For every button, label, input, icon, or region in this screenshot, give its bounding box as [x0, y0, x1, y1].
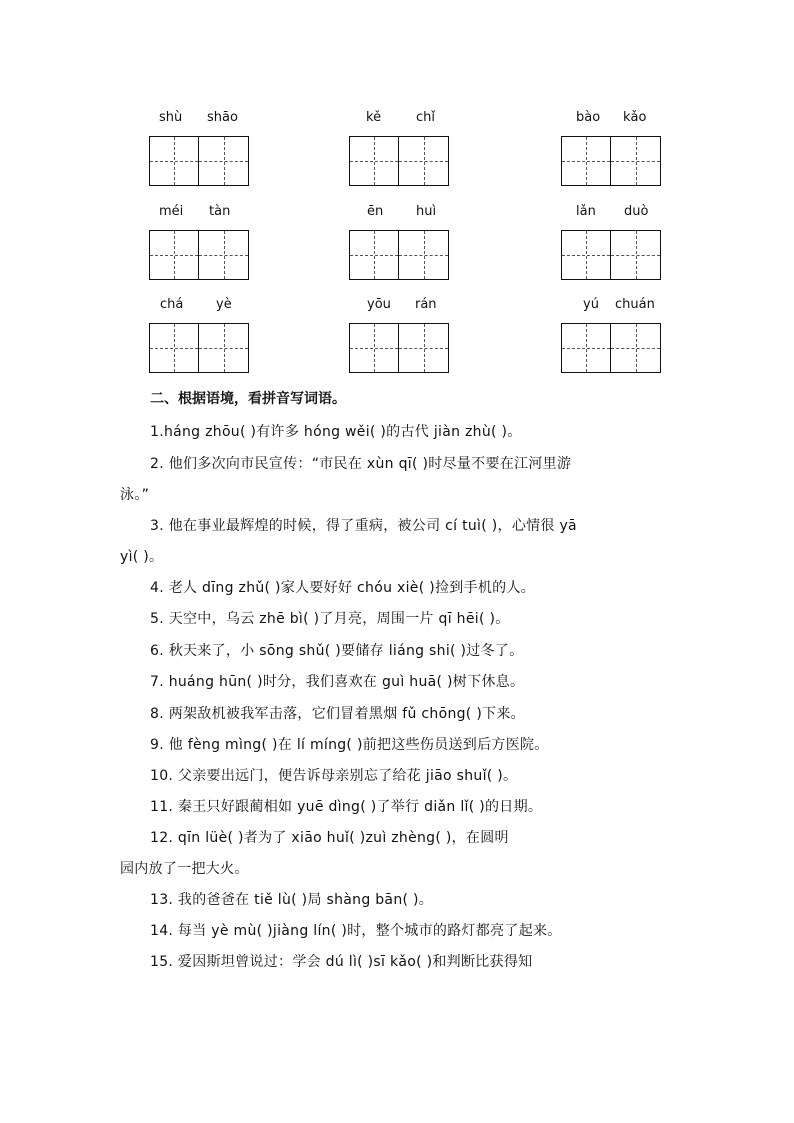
pinyin-9b: chuán [615, 297, 655, 312]
pinyin-3b: kǎo [623, 110, 647, 125]
question-line: 12. qīn lüè( )者为了 xiāo huǐ( )zuì zhèng( )，在圆明 [150, 830, 509, 846]
writing-box[interactable] [149, 230, 199, 280]
writing-box[interactable] [349, 136, 399, 186]
pinyin-7b: yè [216, 297, 232, 312]
writing-box[interactable] [199, 136, 249, 186]
pinyin-1a: shù [159, 110, 183, 125]
question-line: 5. 天空中，乌云 zhē bì( )了月亮，周围一片 qī hēi( )。 [150, 611, 510, 627]
writing-box[interactable] [561, 136, 611, 186]
question-line: 14. 每当 yè mù( )jiàng lín( )时，整个城市的路灯都亮了起来。 [150, 923, 562, 939]
writing-box[interactable] [561, 230, 611, 280]
question-line: 泳。” [120, 487, 150, 503]
writing-box[interactable] [561, 323, 611, 373]
question-line: 4. 老人 dīng zhǔ( )家人要好好 chóu xiè( )捡到手机的人。 [150, 580, 536, 596]
question-line: 2. 他们多次向市民宣传：“市民在 xùn qī( )时尽量不要在江河里游 [150, 456, 572, 472]
pinyin-4b: tàn [209, 204, 231, 219]
pinyin-6b: duò [624, 204, 649, 219]
pinyin-3a: bào [576, 110, 601, 125]
question-line: 15. 爱因斯坦曾说过：学会 dú lì( )sī kǎo( )和判断比获得知 [150, 954, 533, 970]
pinyin-6a: lǎn [576, 204, 596, 219]
section-heading: 二、根据语境，看拼音写词语。 [150, 391, 346, 407]
writing-box[interactable] [349, 230, 399, 280]
writing-box[interactable] [399, 136, 449, 186]
question-line: 10. 父亲要出远门，便告诉母亲别忘了给花 jiāo shuǐ( )。 [150, 768, 518, 784]
pinyin-5b: huì [416, 204, 437, 219]
pinyin-8a: yōu [367, 297, 391, 312]
question-line: 7. huáng hūn( )时分，我们喜欢在 guì huā( )树下休息。 [150, 674, 525, 690]
question-line: 6. 秋天来了，小 sōng shǔ( )要储存 liáng shi( )过冬了。 [150, 643, 524, 659]
pinyin-8b: rán [415, 297, 437, 312]
writing-box[interactable] [349, 323, 399, 373]
question-line: 3. 他在事业最辉煌的时候，得了重病，被公司 cí tuì( )，心情很 yā [150, 518, 577, 534]
writing-box[interactable] [199, 230, 249, 280]
writing-box[interactable] [611, 230, 661, 280]
question-line: 13. 我的爸爸在 tiě lù( )局 shàng bān( )。 [150, 892, 434, 908]
writing-box[interactable] [611, 136, 661, 186]
pinyin-4a: méi [159, 204, 184, 219]
question-line: 8. 两架敌机被我军击落，它们冒着黑烟 fǔ chōng( )下来。 [150, 706, 525, 722]
writing-box[interactable] [149, 323, 199, 373]
writing-box[interactable] [611, 323, 661, 373]
writing-box[interactable] [149, 136, 199, 186]
question-line: 1.háng zhōu( )有许多 hóng wěi( )的古代 jiàn zhù( )。 [150, 424, 522, 440]
writing-box[interactable] [399, 230, 449, 280]
pinyin-2b: chǐ [416, 110, 435, 125]
pinyin-2a: kě [366, 110, 382, 125]
question-line: 园内放了一把大火。 [120, 861, 249, 877]
pinyin-7a: chá [160, 297, 184, 312]
question-line: yì( )。 [120, 549, 164, 565]
question-line: 11. 秦王只好跟蔺相如 yuē dìng( )了举行 diǎn lǐ( )的日期。 [150, 799, 543, 815]
question-line: 9. 他 fèng mìng( )在 lí míng( )前把这些伤员送到后方医院。 [150, 737, 549, 753]
writing-box[interactable] [399, 323, 449, 373]
pinyin-9a: yú [583, 297, 599, 312]
pinyin-1b: shāo [207, 110, 238, 125]
pinyin-5a: ēn [367, 204, 384, 219]
writing-box[interactable] [199, 323, 249, 373]
